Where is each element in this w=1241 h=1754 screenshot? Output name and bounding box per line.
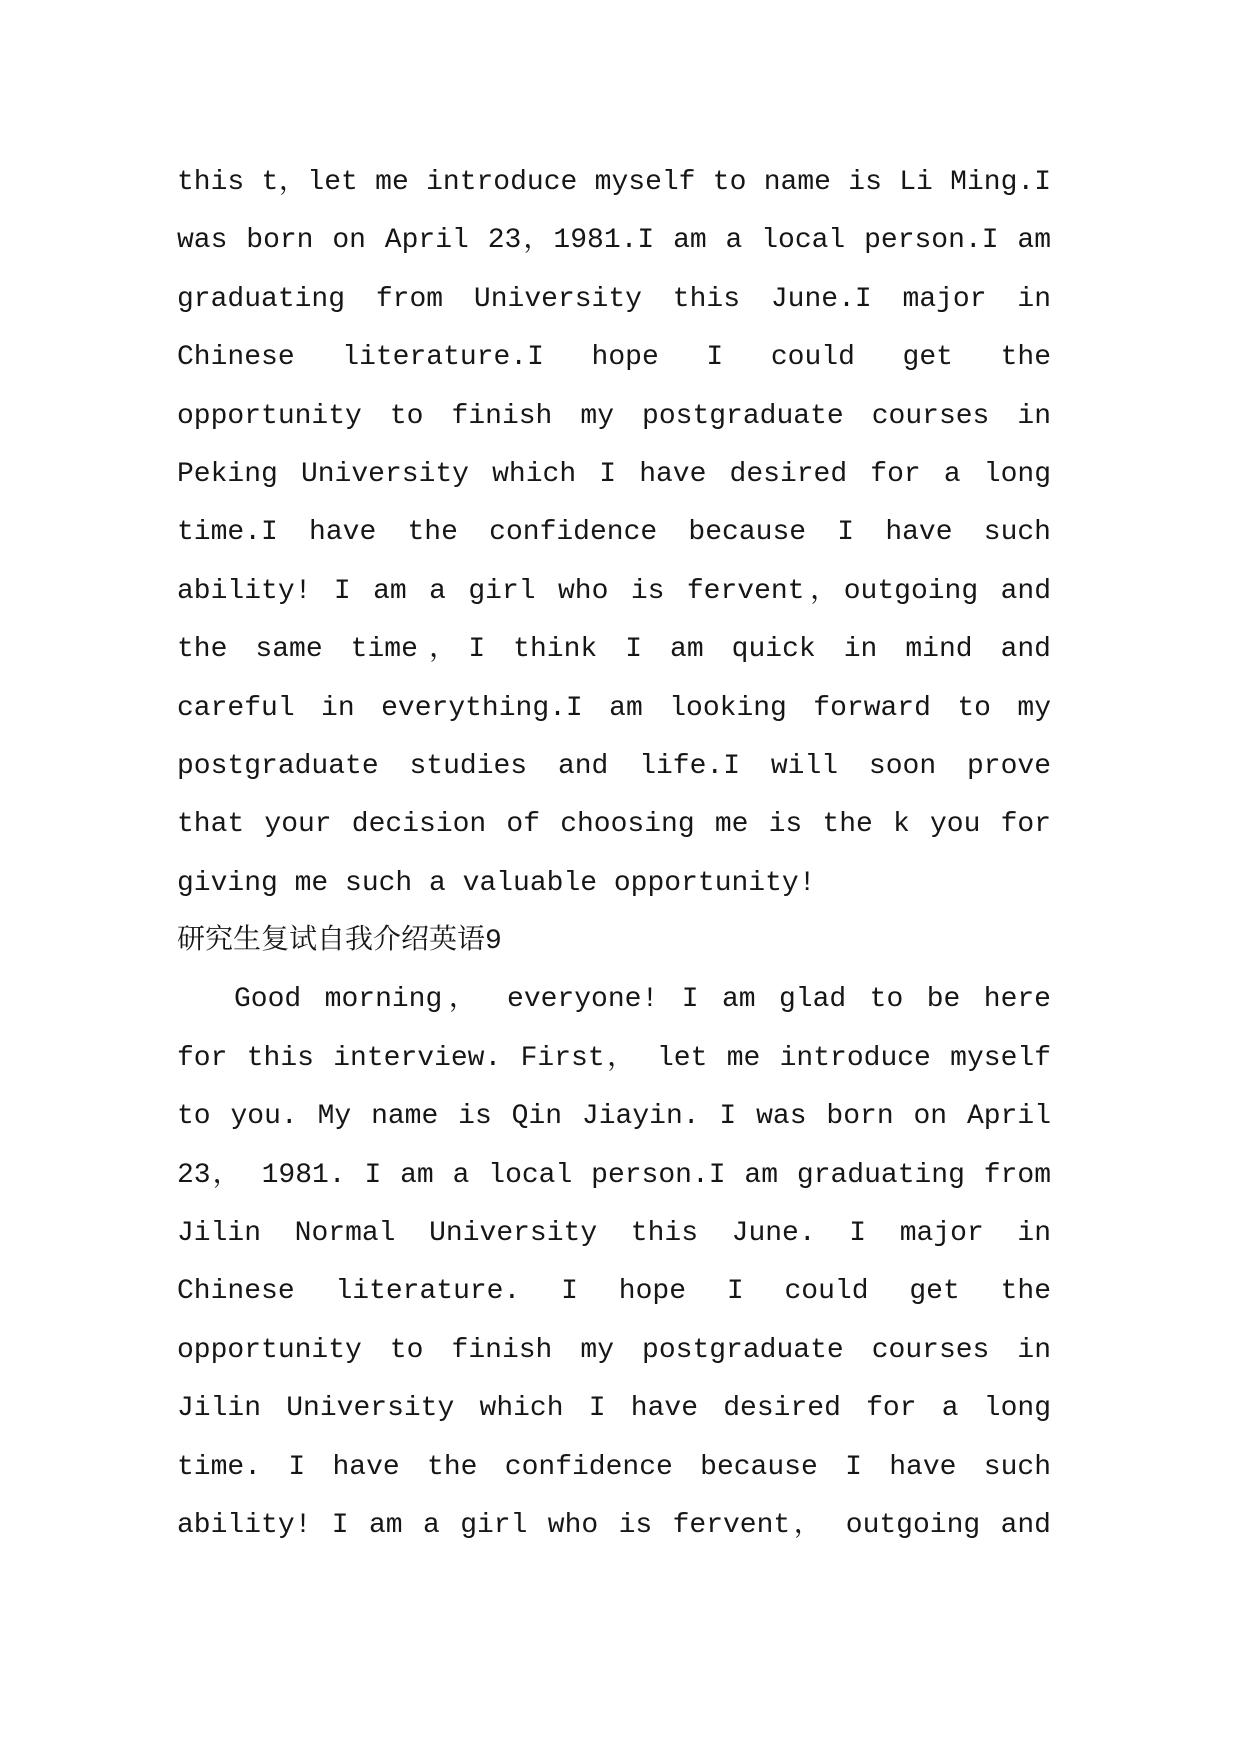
text-line: for this interview. First， let me introduce myself [177, 1042, 1051, 1074]
paragraph-1 [177, 154, 1051, 913]
text-line: ability! I am a girl who is fervent，outgoing and [177, 575, 1051, 607]
text-line: opportunity to finish my postgraduate courses in [177, 400, 1051, 432]
text-line: to you. My name is Qin Jiayin. I was born on April [177, 1101, 1051, 1133]
text-line: time.I have the confidence because I have such [177, 517, 1051, 549]
text-line: careful in everything.I am looking forward to my [177, 692, 1051, 724]
text-line: that your decision of choosing me is the k you for [177, 809, 1051, 841]
paragraph-2 [177, 971, 1051, 1555]
text-line: Good morning， everyone! I am glad to be here [234, 984, 1051, 1016]
text-line: this t，let me introduce myself to name is Li Ming.I [177, 167, 1051, 198]
section-heading: 研究生复试自我介绍英语9 [177, 926, 502, 958]
text-line: time. I have the confidence because I have such [177, 1451, 1051, 1483]
text-line: 23， 1981. I am a local person.I am graduating from [177, 1159, 1051, 1191]
text-line: was born on April 23，1981.I am a local person.I am [177, 225, 1051, 257]
text-line: Peking University which I have desired for a long [177, 458, 1051, 490]
text-line: ability! I am a girl who is fervent， outgoing and [177, 1509, 1051, 1541]
text-line: postgraduate studies and life.I will soon prove [177, 750, 1051, 782]
text-line: giving me such a valuable opportunity! [177, 867, 816, 899]
text-line: Jilin University which I have desired for a long [177, 1393, 1051, 1425]
text-line: the same time，I think I am quick in mind and [177, 634, 1051, 666]
text-line: Chinese literature. I hope I could get the [177, 1276, 1051, 1308]
text-line: Chinese literature.I hope I could get the [177, 342, 1051, 374]
text-line: graduating from University this June.I major in [177, 283, 1051, 315]
text-line: opportunity to finish my postgraduate courses in [177, 1334, 1051, 1366]
text-line: Jilin Normal University this June. I major in [177, 1218, 1051, 1250]
